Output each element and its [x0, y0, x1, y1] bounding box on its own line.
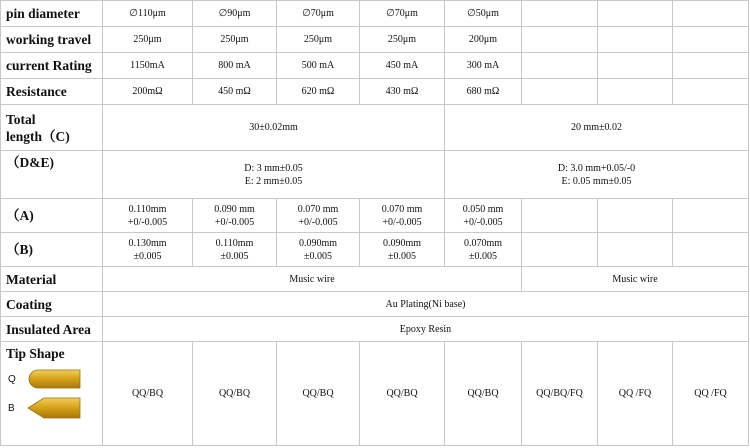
row-de — [1, 151, 749, 199]
current-rating-value: 800 mA — [193, 53, 277, 79]
row-pin-diameter — [1, 1, 749, 27]
empty-cell — [522, 1, 598, 27]
label-total-length-line2: length（C) — [6, 128, 70, 144]
label-current-rating: current Rating — [1, 53, 103, 79]
b-value-top: 0.090mm — [298, 237, 338, 249]
empty-cell — [522, 199, 598, 233]
working-travel-value: 250μm — [360, 27, 445, 53]
row-b — [1, 233, 749, 267]
b-value-top: 0.090mm — [382, 237, 422, 249]
tip-q-row — [6, 367, 102, 391]
a-value-tol: +0/-0.005 — [298, 216, 338, 228]
b-value — [193, 233, 277, 267]
a-value — [193, 199, 277, 233]
pin-diameter-value: ∅110μm — [103, 1, 193, 27]
a-value-top: 0.090 mm — [214, 203, 255, 215]
empty-cell — [522, 27, 598, 53]
tip-shape-value: QQ/BQ — [103, 342, 193, 446]
row-insulated-area — [1, 317, 749, 342]
label-coating: Coating — [1, 292, 103, 317]
a-value-top: 0.070 mm — [297, 203, 339, 215]
b-value-tol: ±0.005 — [304, 250, 332, 262]
b-value — [103, 233, 193, 267]
a-value-tol: +0/-0.005 — [127, 216, 168, 228]
row-material — [1, 267, 749, 292]
tip-q-letter: Q — [8, 373, 16, 385]
resistance-value: 450 mΩ — [193, 79, 277, 105]
current-rating-value: 450 mA — [360, 53, 445, 79]
row-resistance — [1, 79, 749, 105]
row-current-rating — [1, 53, 749, 79]
de-left-e: E: 2 mm±0.05 — [244, 175, 303, 187]
resistance-value: 200mΩ — [103, 79, 193, 105]
current-rating-value: 300 mA — [445, 53, 522, 79]
label-insulated-area: Insulated Area — [1, 317, 103, 342]
empty-cell — [598, 233, 673, 267]
resistance-value: 680 mΩ — [445, 79, 522, 105]
total-length-value-right: 20 mm±0.02 — [445, 105, 749, 151]
b-value-top: 0.130mm — [128, 237, 167, 249]
a-value-top: 0.110mm — [128, 203, 167, 215]
a-value — [360, 199, 445, 233]
empty-cell — [522, 233, 598, 267]
de-right-e: E: 0.05 mm±0.05 — [561, 175, 632, 187]
pin-diameter-value: ∅70μm — [277, 1, 360, 27]
empty-cell — [673, 233, 749, 267]
tip-b-icon — [26, 396, 82, 420]
pin-diameter-value: ∅70μm — [360, 1, 445, 27]
working-travel-value: 250μm — [103, 27, 193, 53]
empty-cell — [598, 27, 673, 53]
a-value — [277, 199, 360, 233]
empty-cell — [673, 53, 749, 79]
working-travel-value: 250μm — [193, 27, 277, 53]
label-material: Material — [1, 267, 103, 292]
tip-shape-value: QQ/BQ — [193, 342, 277, 446]
label-a: （A) — [1, 199, 103, 233]
a-value-tol: +0/-0.005 — [214, 216, 255, 228]
b-value-tol: ±0.005 — [469, 250, 497, 262]
empty-cell — [598, 79, 673, 105]
row-tip-shape — [1, 342, 749, 446]
empty-cell — [673, 27, 749, 53]
b-value — [360, 233, 445, 267]
b-value-tol: ±0.005 — [220, 250, 249, 262]
label-total-length — [1, 105, 103, 151]
insulated-area-value: Epoxy Resin — [103, 317, 749, 342]
label-b: （B) — [1, 233, 103, 267]
tip-shape-value: QQ/BQ — [360, 342, 445, 446]
label-working-travel: working travel — [1, 27, 103, 53]
label-de: （D&E) — [1, 151, 103, 199]
tip-q-icon — [26, 367, 82, 391]
tip-shape-cell — [1, 342, 103, 446]
label-pin-diameter: pin diameter — [1, 1, 103, 27]
b-value-top: 0.110mm — [215, 237, 254, 249]
pin-diameter-value: ∅90μm — [193, 1, 277, 27]
empty-cell — [673, 199, 749, 233]
tip-shape-value: QQ/BQ/FQ — [522, 342, 598, 446]
a-value-tol: +0/-0.005 — [463, 216, 503, 228]
de-left-d: D: 3 mm±0.05 — [244, 162, 303, 174]
tip-shape-value: QQ/BQ — [445, 342, 522, 446]
empty-cell — [673, 79, 749, 105]
label-total-length-line1: Total — [6, 111, 36, 127]
current-rating-value: 1150mA — [103, 53, 193, 79]
material-value-right: Music wire — [522, 267, 749, 292]
total-length-value-left: 30±0.02mm — [103, 105, 445, 151]
empty-cell — [522, 79, 598, 105]
tip-b-row — [6, 396, 102, 420]
a-value — [445, 199, 522, 233]
empty-cell — [522, 53, 598, 79]
empty-cell — [598, 53, 673, 79]
empty-cell — [673, 1, 749, 27]
row-a — [1, 199, 749, 233]
material-value-left: Music wire — [103, 267, 522, 292]
label-tip-shape: Tip Shape — [6, 346, 65, 361]
b-value-top: 0.070mm — [463, 237, 503, 249]
de-right-d: D: 3.0 mm+0.05/-0 — [557, 162, 636, 174]
resistance-value: 430 mΩ — [360, 79, 445, 105]
b-value — [445, 233, 522, 267]
working-travel-value: 250μm — [277, 27, 360, 53]
resistance-value: 620 mΩ — [277, 79, 360, 105]
tip-shape-value: QQ /FQ — [673, 342, 749, 446]
current-rating-value: 500 mA — [277, 53, 360, 79]
row-working-travel — [1, 27, 749, 53]
empty-cell — [598, 199, 673, 233]
a-value-top: 0.050 mm — [462, 203, 504, 215]
working-travel-value: 200μm — [445, 27, 522, 53]
label-resistance: Resistance — [1, 79, 103, 105]
de-value-left — [103, 151, 445, 199]
coating-value: Au Plating(Ni base) — [103, 292, 749, 317]
b-value-tol: ±0.005 — [388, 250, 416, 262]
b-value-tol: ±0.005 — [133, 250, 162, 262]
a-value-tol: +0/-0.005 — [382, 216, 422, 228]
empty-cell — [598, 1, 673, 27]
tip-shape-value: QQ/BQ — [277, 342, 360, 446]
row-coating — [1, 292, 749, 317]
pin-diameter-value: ∅50μm — [445, 1, 522, 27]
de-value-right — [445, 151, 749, 199]
tip-b-letter: B — [8, 402, 15, 414]
a-value-top: 0.070 mm — [381, 203, 423, 215]
b-value — [277, 233, 360, 267]
a-value — [103, 199, 193, 233]
tip-shape-value: QQ /FQ — [598, 342, 673, 446]
row-total-length — [1, 105, 749, 151]
